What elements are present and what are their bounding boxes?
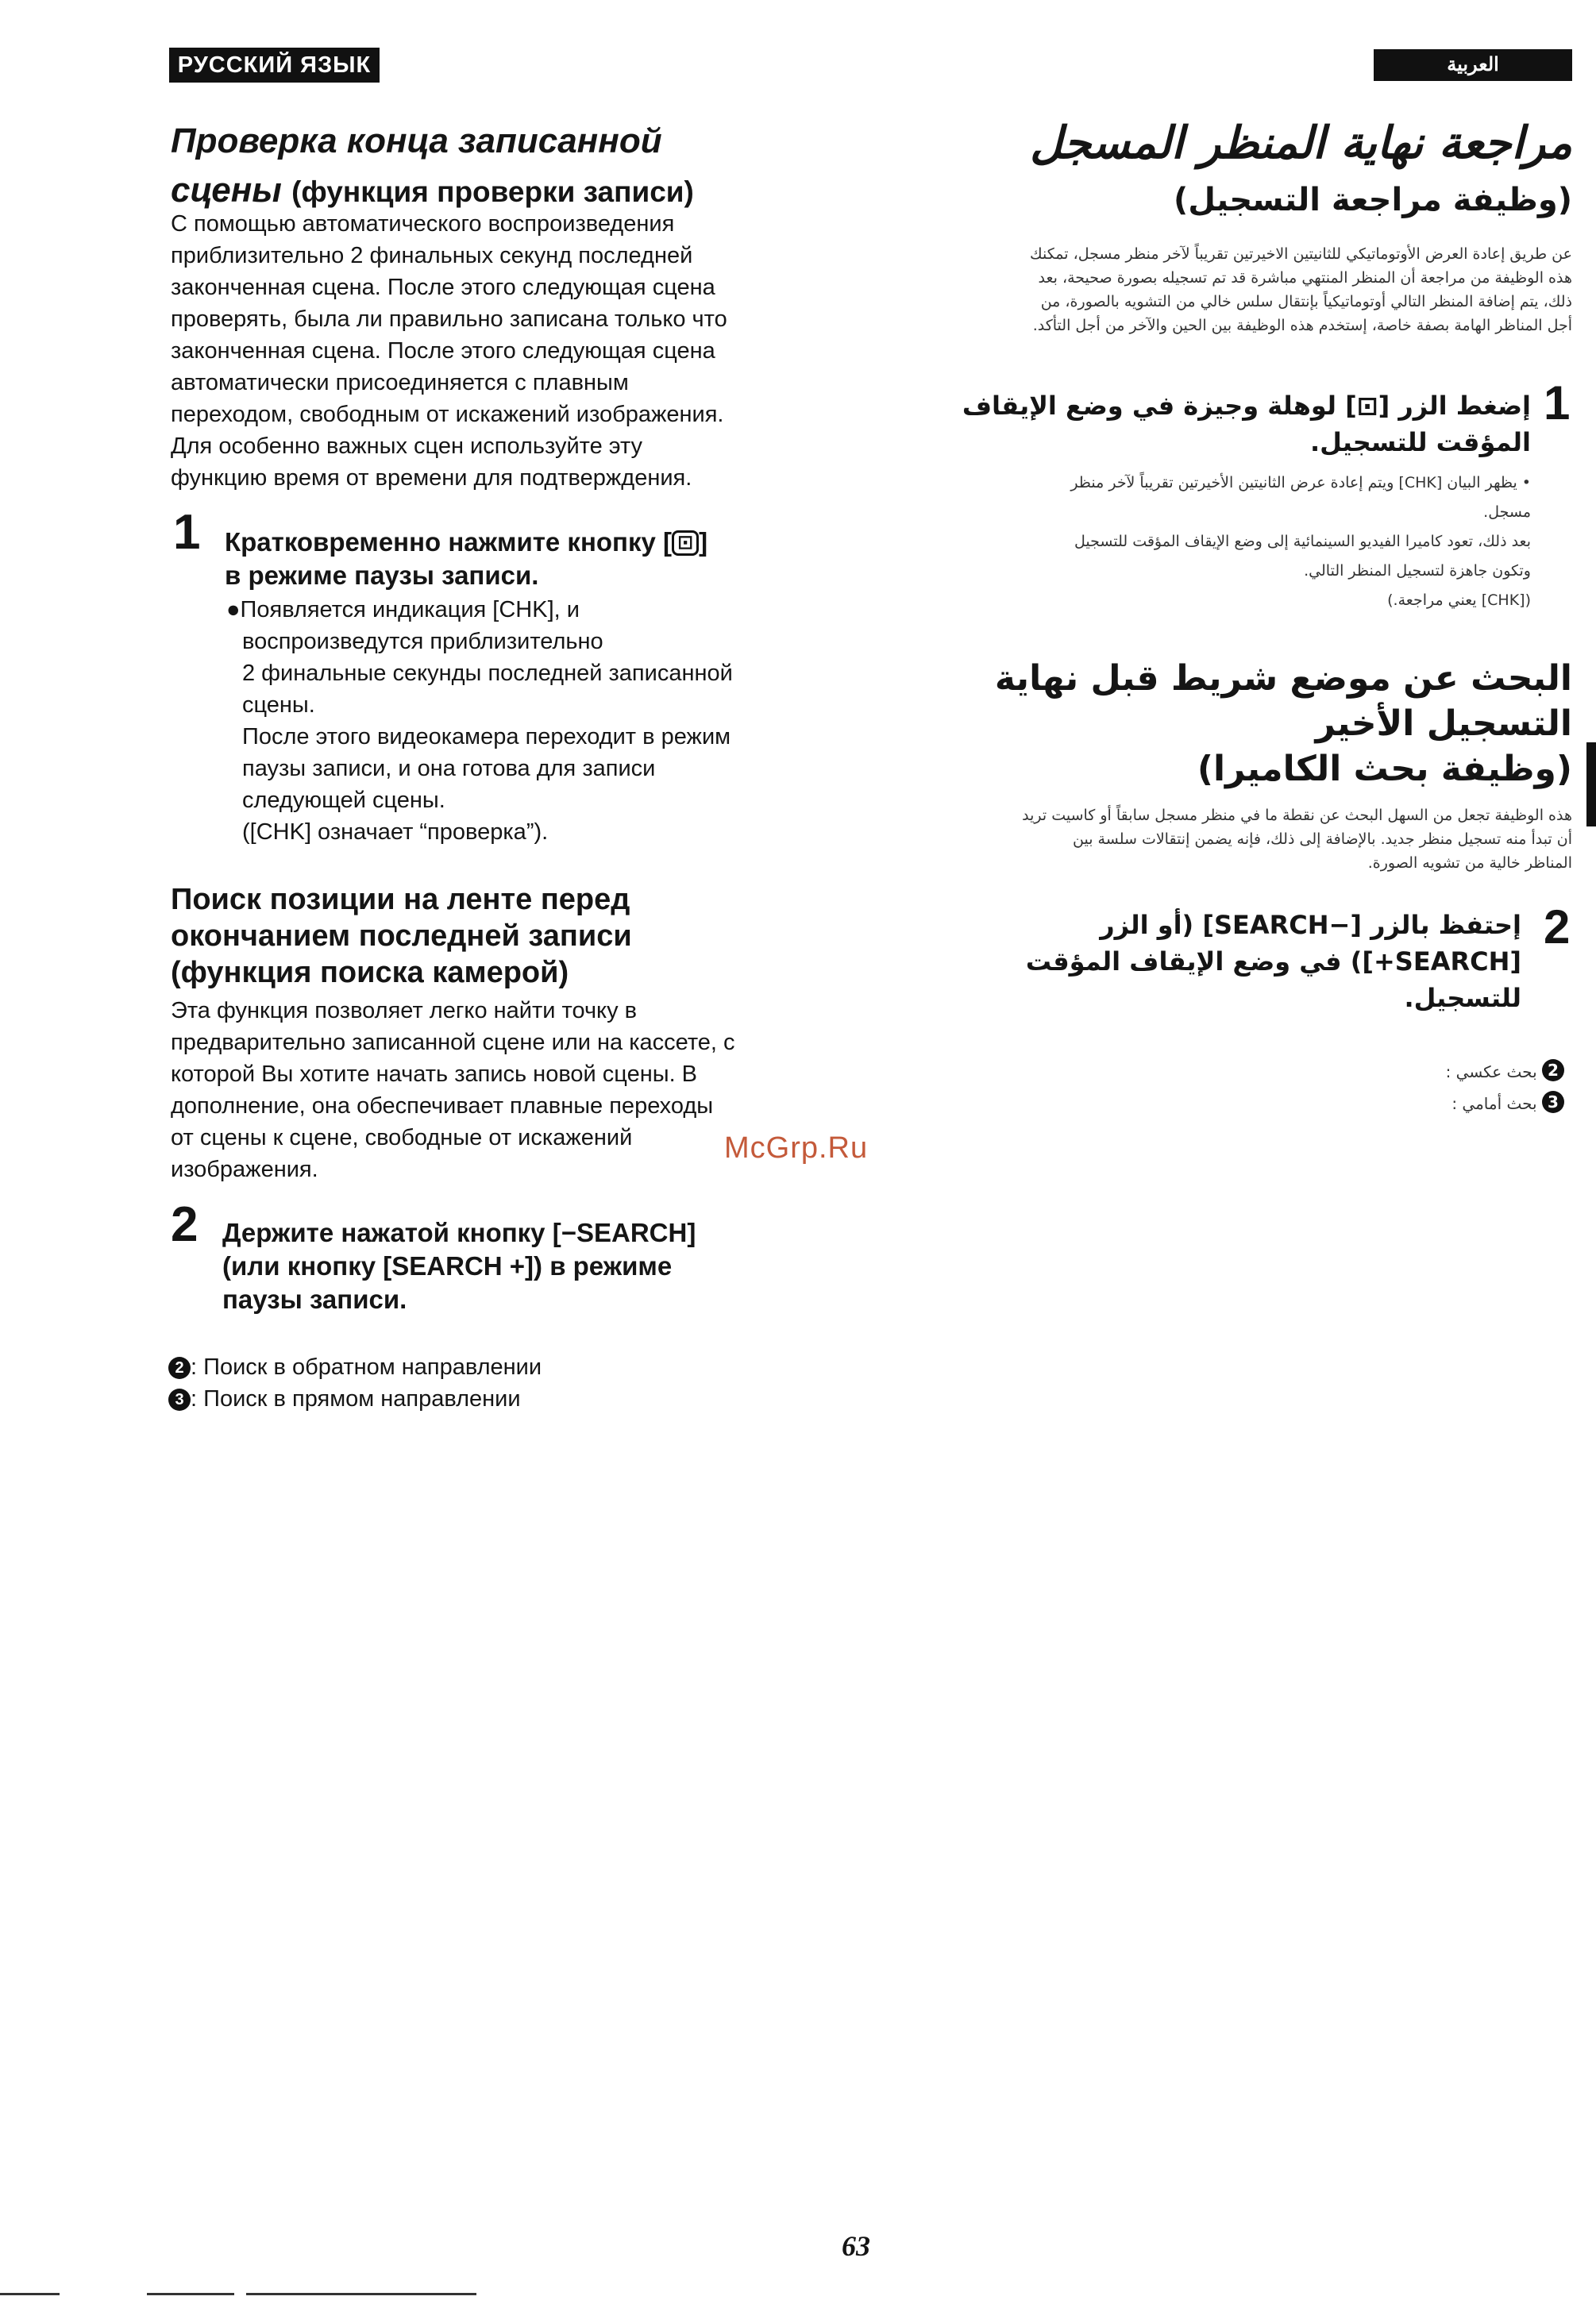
ru-section1-title-main: сцены (171, 171, 282, 210)
legend-item-reverse (1326, 1056, 1564, 1088)
legend-item-forward (168, 1383, 804, 1415)
paragraph-line: законченная сцена. После этого следующая сцена (171, 338, 715, 364)
legend-item-reverse (168, 1351, 804, 1383)
marker-2-icon: 2 (168, 1357, 191, 1379)
note-line: После этого видеокамера переходит в режим (242, 724, 731, 749)
ru-step1-number: 1 (173, 505, 201, 560)
paragraph-line: Для особенно важных сцен используйте эту (171, 433, 643, 459)
ar-section2-title-line2: التسجيل الأخير (1315, 703, 1572, 744)
legend-text: : Поиск в прямом направлении (191, 1386, 521, 1412)
note-line: ●Появляется индикация [CHK], и (226, 597, 580, 622)
section-marker-bar (1586, 742, 1596, 826)
paragraph-line: أن تبدأ منه تسجيل منظر جديد. بالإضافة إلى ذلك، فإنه يضمن إنتقالات سلسة بين (1073, 830, 1572, 848)
paragraph-line: المناظر خالية من تشويه الصورة. (1367, 854, 1572, 872)
title-line: окончанием последней записи (171, 919, 632, 953)
footer-rule (0, 2293, 60, 2295)
ar-step1-instruction (927, 387, 1531, 460)
legend-text: بحث أمامي : (1451, 1094, 1537, 1113)
marker-3-icon: 3 (1542, 1091, 1564, 1113)
note-line: مسجل. (1483, 503, 1531, 521)
note-line: сцены. (242, 692, 315, 718)
instruction-line: إضغط الزر [⊡] لوهلة وجيزة في وضع الإيقاف (962, 391, 1531, 421)
ar-step1-notes (975, 468, 1531, 615)
ru-section1-title-line2 (171, 170, 694, 213)
ar-section2-title-line1: البحث عن موضع شريط قبل نهاية (994, 658, 1572, 699)
paragraph-line: функцию время от времени для подтверждения. (171, 465, 692, 491)
paragraph-line: переходом, свободным от искажений изображения. (171, 402, 724, 427)
note-line: ([CHK] يعني مراجعة.) (1387, 591, 1531, 609)
ru-step1-instruction (225, 526, 828, 592)
ru-step2-number: 2 (171, 1197, 199, 1252)
paragraph-line: автоматически присоединяется с плавным (171, 370, 629, 395)
check-button-icon: ⊡ (672, 530, 699, 556)
ru-step1-line1: Кратковременно нажмите кнопку [ (225, 527, 672, 557)
ar-section1-title: مراجعة نهاية المنظر المسجل (1030, 118, 1572, 169)
instruction-line: [SEARCH+]) في وضع الإيقاف المؤقت (1025, 946, 1521, 977)
paragraph-line: проверять, была ли правильно записана только что (171, 306, 727, 332)
legend-text: بحث عكسي : (1445, 1062, 1537, 1081)
ru-search-legend (168, 1351, 804, 1415)
paragraph-line: Эта функция позволяет легко найти точку в (171, 998, 638, 1023)
ru-step2-instruction (222, 1216, 842, 1316)
ar-step1-number: 1 (1544, 376, 1571, 430)
title-line: Поиск позиции на ленте перед (171, 883, 630, 916)
paragraph-line: предварительно записанной сцене или на кассете, с (171, 1030, 735, 1055)
note-line: паузы записи, и она готова для записи (242, 756, 656, 781)
instruction-line: паузы записи. (222, 1285, 407, 1314)
ru-section1-title-line1: Проверка конца записанной (171, 121, 662, 160)
note-line: وتكون جاهزة لتسجيل المنظر التالي. (1304, 562, 1531, 580)
russian-language-tab: РУССКИЙ ЯЗЫК (169, 48, 380, 83)
instruction-line: (или кнопку [SEARCH +]) в режиме (222, 1251, 673, 1281)
watermark: McGrp.Ru (724, 1131, 869, 1165)
note-line: следующей сцены. (242, 788, 445, 813)
paragraph-line: от сцены к сцене, свободные от искажений (171, 1125, 633, 1150)
note-line: воспроизведутся приблизительно (242, 629, 603, 654)
note-line: • يظهر البيان [CHK] ويتم إعادة عرض الثانيتين الأخيرتين تقريباً لآخر منظر (1070, 474, 1531, 491)
paragraph-line: هذه الوظيفة من مراجعة أن المنظر المنتهي مباشرة قد تم تسجيله بصورة صحيحة، بعد (1038, 269, 1572, 287)
paragraph-line: законченная сцена. После этого следующая сцена (171, 275, 715, 300)
ru-step1-notes (226, 594, 830, 848)
title-line: (функция поиска камерой) (171, 956, 569, 989)
arabic-language-tab: العربية (1374, 49, 1572, 81)
paragraph-line: изображения. (171, 1157, 318, 1182)
ar-section2-body (953, 803, 1572, 875)
ru-section1-body (171, 208, 830, 494)
ar-section1-subtitle: (وظيفة مراجعة التسجيل) (1174, 182, 1572, 218)
marker-2-icon: 2 (1542, 1059, 1564, 1081)
paragraph-line: дополнение, она обеспечивает плавные переходы (171, 1093, 714, 1119)
ar-search-legend (1326, 1056, 1564, 1119)
ar-step2-number: 2 (1544, 900, 1571, 954)
ar-section1-body (953, 242, 1572, 337)
note-line: 2 финальные секунды последней записанной (242, 661, 733, 686)
paragraph-line: أجل المناظر الهامة بصفة خاصة، إستخدم هذه الوظيفة بين الحين والآخر من أجل التأكد. (1032, 317, 1572, 334)
ru-section2-title (171, 881, 854, 991)
instruction-line: للتسجيل. (1404, 983, 1521, 1013)
paragraph-line: عن طريق إعادة العرض الأوتوماتيكي للثانيتين الاخيرتين تقريباً لآخر منظر مسجل، تمكنك (1030, 245, 1572, 263)
paragraph-line: هذه الوظيفة تجعل من السهل البحث عن نقطة ما في منظر مسجل سابقاً أو كاسيت تريد (1022, 807, 1572, 824)
ar-section2-title-line3: (وظيفة بحث الكاميرا) (1197, 749, 1572, 789)
paragraph-line: приблизительно 2 финальных секунд последней (171, 243, 693, 268)
paragraph-line: ذلك، يتم إضافة المنظر التالي أوتوماتيكياً بإنتقال سلس خالي من التشويه بالصورة، من (1040, 293, 1572, 310)
instruction-line: Держите нажатой кнопку [−SEARCH] (222, 1218, 696, 1247)
instruction-line: المؤقت للتسجيل. (1309, 427, 1531, 457)
paragraph-line: которой Вы хотите начать запись новой сцены. В (171, 1061, 698, 1087)
footer-rule (147, 2293, 234, 2295)
ar-step2-instruction (966, 907, 1521, 1016)
ru-step1-line2: в режиме паузы записи. (225, 561, 539, 590)
page-number: 63 (842, 2230, 870, 2262)
note-line: بعد ذلك، تعود كاميرا الفيديو السينمائية إلى وضع الإيقاف المؤقت للتسجيل (1074, 533, 1531, 550)
ru-section1-title-sub: (функция проверки записи) (291, 175, 694, 208)
footer-rule (246, 2293, 476, 2295)
note-line: ([CHK] означает “проверка”). (242, 819, 549, 845)
legend-item-forward (1326, 1088, 1564, 1119)
instruction-line: إحتفظ بالزر [−SEARCH] (أو الزر (1100, 910, 1521, 940)
paragraph-line: С помощью автоматического воспроизведения (171, 211, 675, 237)
ru-step1-line1-end: ] (699, 527, 708, 557)
marker-3-icon: 3 (168, 1389, 191, 1411)
legend-text: : Поиск в обратном направлении (191, 1354, 542, 1380)
